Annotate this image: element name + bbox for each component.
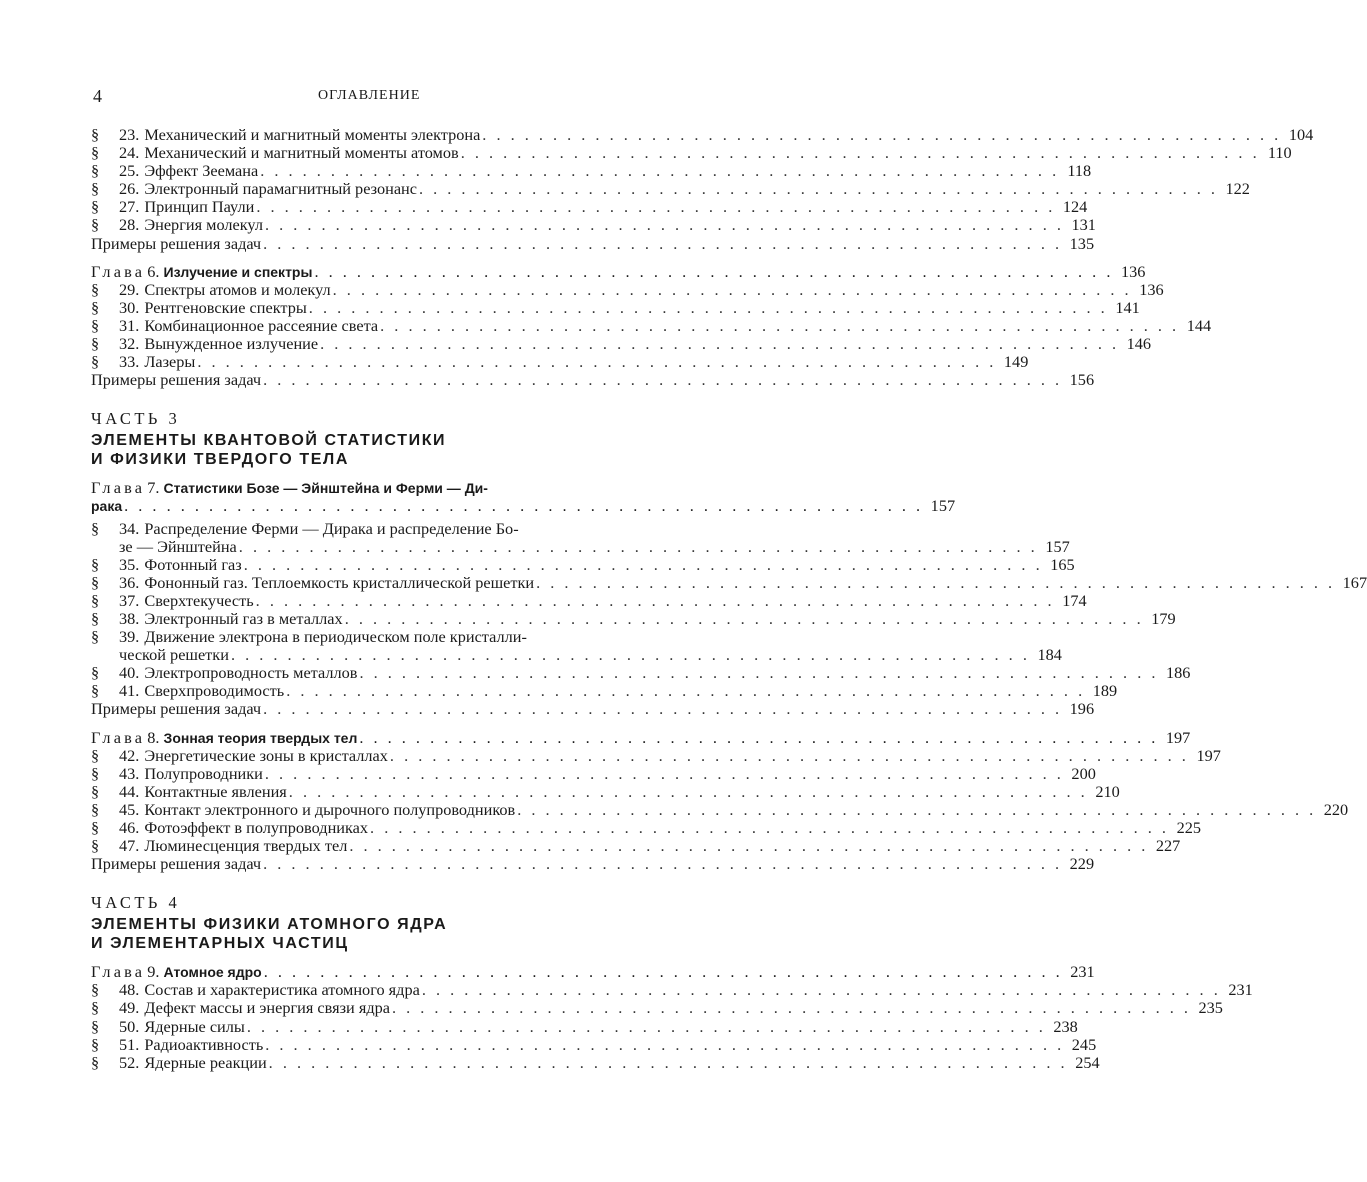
section-sign: § [91, 161, 100, 181]
toc-entry [91, 699, 1095, 719]
chapter-entry [91, 261, 1146, 281]
chapter-number: 7. [147, 478, 160, 498]
page-ref: 235 [1198, 998, 1223, 1018]
page-ref: 225 [1176, 818, 1201, 837]
toc-group [91, 125, 1314, 253]
section-sign: § [91, 627, 100, 647]
entry-title: Контакт электронного и дырочного полупроводников [144, 799, 516, 819]
section-sign: § [91, 197, 100, 217]
page-ref: 136 [1120, 261, 1146, 281]
section-sign: § [91, 818, 100, 837]
part-title-line: ЭЛЕМЕНТЫ КВАНТОВОЙ СТАТИСТИКИ [91, 432, 447, 450]
page-ref: 197 [1196, 745, 1221, 765]
leader-dots [345, 610, 1144, 628]
section-number: 25. [119, 161, 140, 181]
entry-title-cont: ческой решетки [119, 645, 229, 665]
entry-title: Сверхпроводимость [144, 681, 285, 701]
toc-entry [91, 980, 1253, 1000]
section-sign: § [91, 1034, 100, 1054]
chapter-number: 6. [147, 261, 160, 281]
section-sign: § [91, 125, 100, 144]
leader-dots [517, 801, 1316, 819]
entry-title: Механический и магнитный моменты атомов [144, 143, 459, 163]
section-sign: § [91, 799, 100, 819]
chapter-number: 9. [147, 962, 160, 982]
toc-entry [91, 352, 1029, 372]
section-number: 24. [119, 143, 140, 163]
toc-entry-cont [91, 536, 1070, 556]
section-sign: § [91, 763, 100, 783]
section-number: 37. [119, 590, 140, 610]
leader-dots [244, 556, 1043, 574]
toc-entry [91, 681, 1118, 701]
section-number: 50. [119, 1016, 140, 1036]
page-ref: 157 [1045, 536, 1070, 556]
section-sign: § [91, 836, 100, 856]
chapter-label: Глава [91, 261, 146, 281]
section-number: 52. [119, 1052, 140, 1072]
entry-title: Энергия молекул [144, 215, 263, 235]
page-ref: 200 [1071, 763, 1096, 783]
leader-dots [370, 819, 1169, 837]
page-ref: 227 [1155, 836, 1181, 856]
page-ref: 238 [1053, 1016, 1078, 1036]
page-ref: 245 [1071, 1034, 1097, 1054]
entry-title: Эффект Зеемана [144, 161, 259, 181]
section-sign: § [91, 590, 100, 610]
section-number: 29. [119, 279, 140, 299]
section-number: 32. [119, 334, 140, 354]
leader-dots [333, 281, 1132, 299]
chapter-number: 8. [147, 727, 160, 747]
leader-dots [289, 783, 1088, 801]
section-number: 46. [119, 818, 140, 837]
section-number: 51. [119, 1034, 140, 1054]
leader-dots [264, 963, 1063, 981]
entry-title: Ядерные реакции [144, 1052, 267, 1072]
page-ref: 136 [1139, 279, 1164, 299]
toc-entry-cont [91, 645, 1062, 665]
page-ref: 254 [1075, 1052, 1100, 1072]
page-ref: 141 [1115, 297, 1140, 317]
leader-dots [263, 855, 1062, 873]
toc-group [91, 663, 1191, 719]
leader-dots [197, 353, 996, 371]
page-ref: 122 [1225, 179, 1250, 199]
page-ref: 104 [1288, 125, 1314, 144]
entry-title: Ядерные силы [144, 1016, 245, 1036]
part-title-line: И ЭЛЕМЕНТАРНЫХ ЧАСТИЦ [91, 935, 349, 953]
entry-title: Люминесценция твердых тел [144, 836, 348, 856]
section-number: 45. [119, 799, 140, 819]
section-number: 26. [119, 179, 140, 199]
toc-group [91, 279, 1212, 390]
page-ref: 135 [1069, 233, 1095, 253]
section-sign: § [91, 681, 100, 701]
leader-dots [461, 144, 1260, 162]
toc-entry [91, 279, 1164, 299]
section-number: 36. [119, 572, 140, 592]
section-sign: § [91, 1016, 100, 1036]
section-sign: § [91, 179, 100, 199]
section-sign: § [91, 663, 100, 683]
toc-entry [91, 1052, 1100, 1072]
entry-title: Комбинационное рассеяние света [144, 315, 379, 335]
entry-title: Полупроводники [144, 763, 263, 783]
section-sign: § [91, 745, 100, 765]
entry-title: Вынужденное излучение [144, 334, 319, 354]
toc-entry [91, 197, 1088, 217]
section-number: 27. [119, 197, 140, 217]
leader-dots [256, 198, 1055, 216]
section-sign: § [91, 608, 100, 628]
toc-entry [91, 334, 1152, 354]
entry-title: Примеры решения задач [91, 233, 262, 253]
leader-dots [482, 126, 1281, 144]
chapter-title-cont: рака [91, 498, 123, 515]
chapter-label: Глава [91, 727, 146, 747]
section-sign: § [91, 279, 100, 299]
table-of-contents [91, 125, 1367, 1072]
toc-entry [91, 315, 1212, 335]
toc-entry [91, 628, 654, 646]
entry-title: Движение электрона в периодическом поле кристалли- [144, 627, 527, 647]
chapter-title: Излучение и спектры [163, 263, 313, 280]
section-sign: § [91, 518, 100, 538]
page-ref: 197 [1165, 727, 1191, 747]
leader-dots [263, 235, 1062, 253]
leader-dots [263, 700, 1062, 718]
part-title-line: И ФИЗИКИ ТВЕРДОГО ТЕЛА [91, 451, 350, 469]
section-number: 48. [119, 980, 140, 1000]
toc-entry [91, 161, 1092, 181]
section-number: 42. [119, 745, 140, 765]
page-ref: 220 [1323, 799, 1349, 819]
section-sign: § [91, 781, 100, 801]
toc-entry [91, 572, 1367, 592]
section-number: 31. [119, 315, 140, 335]
page-ref: 231 [1228, 980, 1253, 1000]
toc-group [91, 745, 1349, 874]
toc-entry [91, 781, 1120, 801]
section-sign: § [91, 334, 100, 354]
toc-entry [91, 854, 1095, 874]
section-sign: § [91, 554, 100, 574]
section-number: 41. [119, 681, 140, 701]
leader-dots [536, 574, 1335, 592]
leader-dots [419, 180, 1218, 198]
part-title-line: ЭЛЕМЕНТЫ ФИЗИКИ АТОМНОГО ЯДРА [91, 916, 448, 934]
chapter-label: Глава [91, 478, 146, 498]
toc-entry [91, 233, 1095, 253]
leader-dots [422, 981, 1221, 999]
leader-dots [320, 335, 1119, 353]
page-ref: 144 [1186, 315, 1212, 335]
page-ref: 167 [1342, 572, 1367, 592]
section-number: 49. [119, 998, 140, 1018]
page-ref: 131 [1071, 215, 1096, 235]
page-ref: 146 [1126, 334, 1152, 354]
page-ref: 110 [1267, 143, 1292, 163]
page-ref: 196 [1069, 699, 1095, 719]
leader-dots [247, 1018, 1046, 1036]
entry-title: Фотонный газ [144, 554, 242, 574]
toc-entry [91, 608, 1176, 628]
leader-dots [260, 162, 1059, 180]
section-sign: § [91, 297, 100, 317]
toc-entry [91, 998, 1223, 1018]
toc-entry [91, 799, 1349, 819]
page-ref: 210 [1095, 781, 1120, 801]
toc-entry [91, 818, 1201, 837]
page-ref: 179 [1151, 608, 1176, 628]
chapter-title: Зонная теория твердых тел [163, 729, 358, 746]
section-number: 44. [119, 781, 140, 801]
part-label: ЧАСТЬ 3 [91, 409, 181, 429]
entry-title: Электронный газ в металлах [144, 608, 343, 628]
entry-title: Электронный парамагнитный резонанс [144, 179, 417, 199]
entry-title: Принцип Паули [144, 197, 255, 217]
chapter-title: Атомное ядро [163, 964, 262, 981]
page-ref: 184 [1037, 645, 1062, 665]
section-sign: § [91, 1052, 100, 1072]
leader-dots [392, 999, 1191, 1017]
toc-entry [91, 215, 1096, 235]
toc-entry [91, 745, 1221, 765]
toc-entry [91, 554, 1075, 574]
toc-group [91, 980, 1253, 1072]
section-number: 47. [119, 836, 140, 856]
page-number: 4 [93, 86, 102, 106]
section-number: 34. [119, 518, 140, 538]
section-sign: § [91, 352, 100, 372]
toc-group [91, 554, 1367, 628]
running-title: ОГЛАВЛЕНИЕ [318, 88, 421, 103]
section-number: 23. [119, 125, 140, 144]
section-sign: § [91, 980, 100, 1000]
leader-dots [286, 682, 1085, 700]
entry-title: Сверхтекучесть [144, 590, 254, 610]
section-sign: § [91, 215, 100, 235]
leader-dots [359, 729, 1158, 747]
entry-title: Энергетические зоны в кристаллах [144, 745, 388, 765]
entry-title: Состав и характеристика атомного ядра [144, 980, 420, 1000]
toc-entry [91, 179, 1250, 199]
section-sign: § [91, 143, 100, 163]
section-number: 30. [119, 297, 140, 317]
page-ref: 157 [930, 496, 956, 516]
toc-entry [91, 590, 1087, 610]
section-number: 40. [119, 663, 140, 683]
leader-dots [359, 664, 1158, 682]
toc-entry [91, 143, 1292, 163]
leader-dots [263, 371, 1062, 389]
entry-title: Дефект массы и энергия связи ядра [144, 998, 390, 1018]
leader-dots [265, 765, 1064, 783]
leader-dots [265, 1036, 1064, 1054]
leader-dots [269, 1054, 1068, 1072]
section-number: 35. [119, 554, 140, 574]
entry-title: Фононный газ. Теплоемкость кристаллической решетки [144, 572, 535, 592]
page-ref: 189 [1092, 681, 1118, 701]
section-number: 43. [119, 763, 140, 783]
entry-title: Радиоактивность [144, 1034, 264, 1054]
chapter-entry-cont [91, 496, 956, 516]
toc-entry [91, 520, 654, 538]
chapter-entry [91, 479, 654, 497]
section-number: 38. [119, 608, 140, 628]
toc-entry [91, 763, 1096, 783]
leader-dots [390, 747, 1189, 765]
entry-title: Контактные явления [144, 781, 287, 801]
page-ref: 156 [1069, 370, 1095, 390]
page-ref: 149 [1003, 352, 1029, 372]
toc-entry [91, 125, 1314, 144]
leader-dots [231, 646, 1030, 664]
section-sign: § [91, 998, 100, 1018]
leader-dots [265, 216, 1064, 234]
page-ref: 231 [1070, 962, 1095, 982]
entry-title: Электропроводность металлов [144, 663, 358, 683]
leader-dots [314, 263, 1113, 281]
entry-title-cont: зе — Эйнштейна [119, 536, 237, 556]
toc-entry [91, 370, 1095, 390]
section-number: 33. [119, 352, 140, 372]
chapter-entry [91, 962, 1095, 982]
toc-entry [91, 836, 1181, 856]
page-ref: 165 [1050, 554, 1075, 574]
section-number: 39. [119, 627, 140, 647]
page-ref: 124 [1062, 197, 1088, 217]
page-ref: 186 [1165, 663, 1191, 683]
section-number: 28. [119, 215, 140, 235]
page-ref: 174 [1062, 590, 1087, 610]
toc-entry [91, 663, 1191, 683]
toc-entry [91, 297, 1140, 317]
leader-dots [349, 837, 1148, 855]
section-sign: § [91, 315, 100, 335]
page-ref: 118 [1067, 161, 1092, 181]
leader-dots [239, 538, 1038, 556]
entry-title: Рентгеновские спектры [144, 297, 307, 317]
page-ref: 229 [1069, 854, 1095, 874]
leader-dots [124, 497, 923, 515]
entry-title: Примеры решения задач [91, 699, 262, 719]
part-label: ЧАСТЬ 4 [91, 893, 181, 913]
toc-entry [91, 1016, 1078, 1036]
section-sign: § [91, 572, 100, 592]
entry-title: Спектры атомов и молекул [144, 279, 331, 299]
chapter-entry [91, 727, 1191, 747]
leader-dots [380, 317, 1179, 335]
entry-title: Фотоэффект в полупроводниках [144, 818, 369, 837]
entry-title: Распределение Ферми — Дирака и распределение Бо- [144, 518, 519, 538]
chapter-title: Статистики Бозе — Эйнштейна и Ферми — Ди- [163, 480, 488, 497]
toc-entry [91, 1034, 1097, 1054]
entry-title: Примеры решения задач [91, 370, 262, 390]
leader-dots [309, 299, 1108, 317]
entry-title: Лазеры [144, 352, 196, 372]
leader-dots [256, 592, 1055, 610]
chapter-label: Глава [91, 962, 146, 982]
entry-title: Механический и магнитный моменты электрона [144, 125, 481, 144]
entry-title: Примеры решения задач [91, 854, 262, 874]
